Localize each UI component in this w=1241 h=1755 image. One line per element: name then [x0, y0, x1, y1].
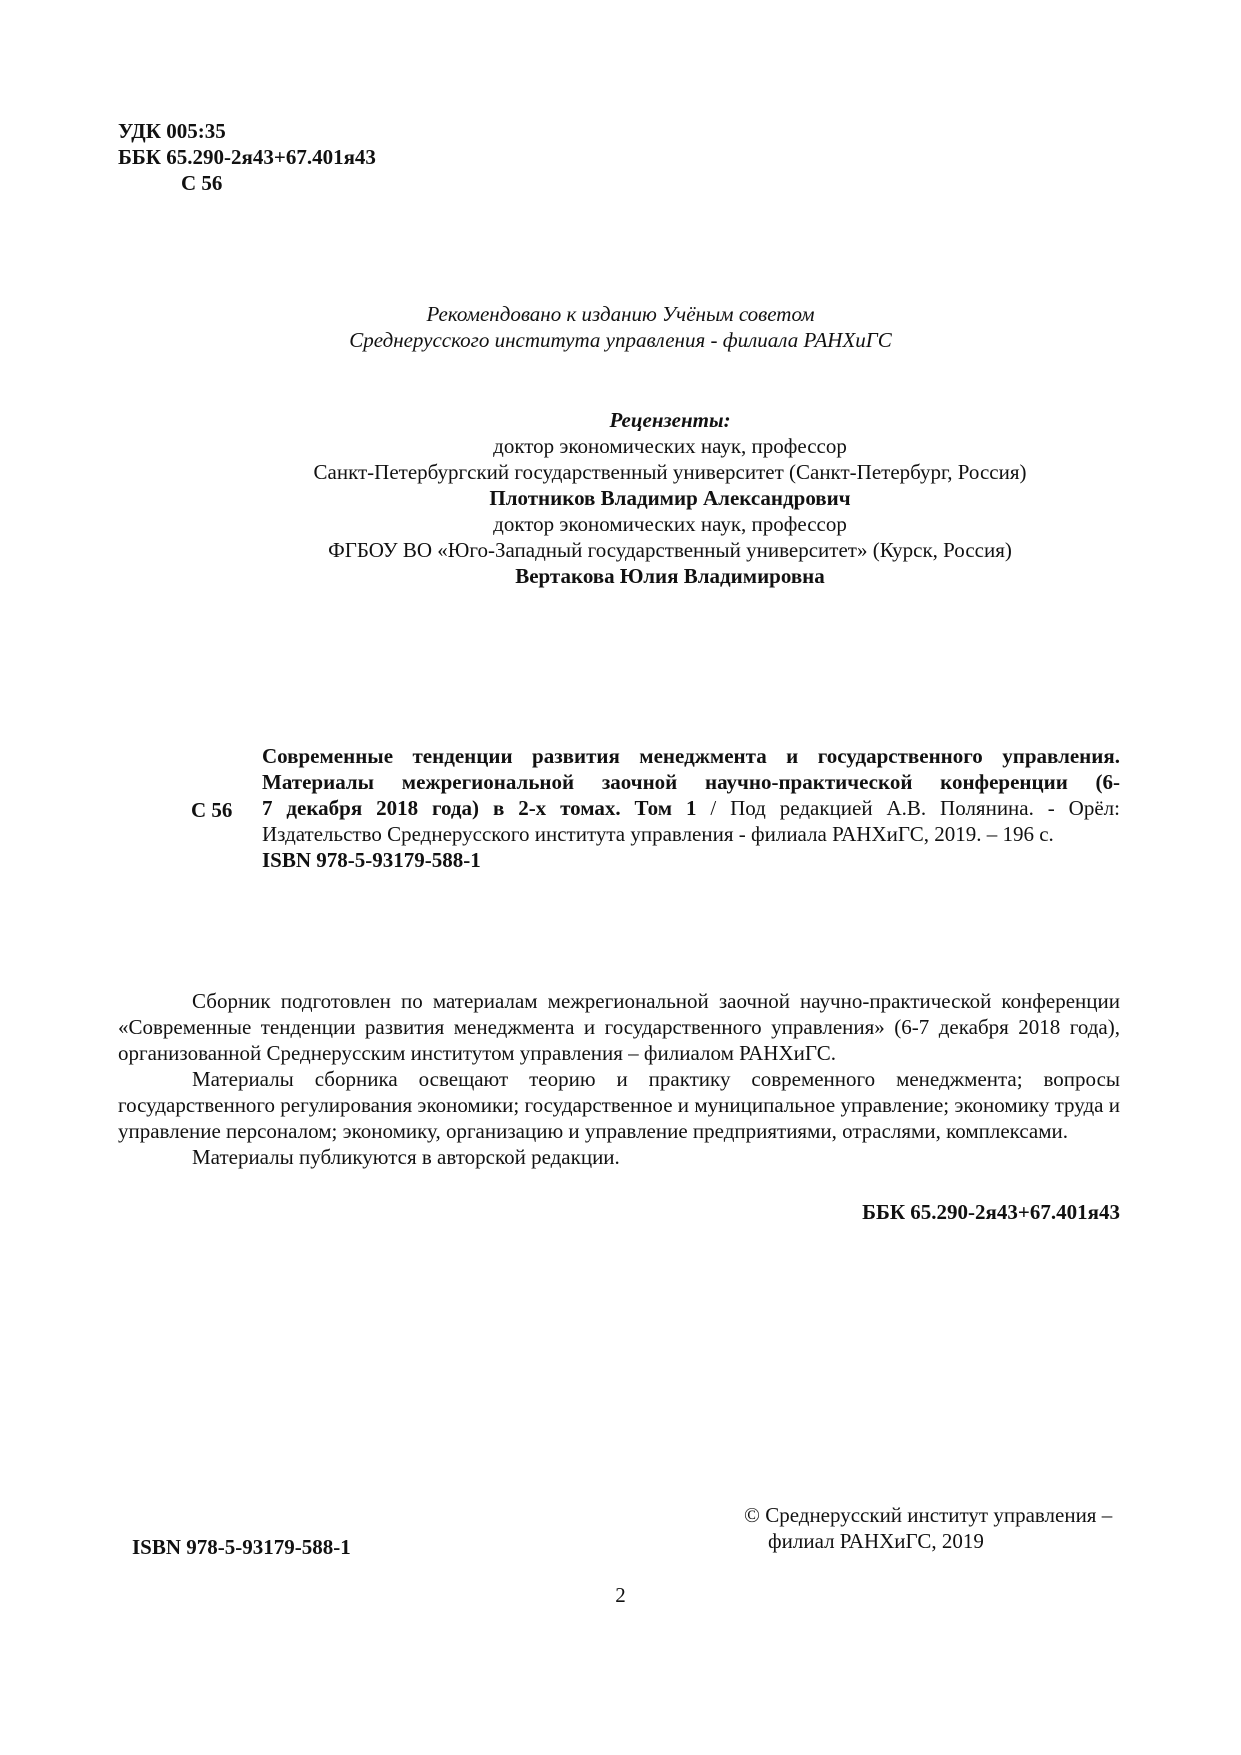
reviewer-1-organization: Санкт-Петербургский государственный университет (Санкт-Петербург, Россия) — [313, 460, 1027, 484]
footer-isbn: ISBN 978-5-93179-588-1 — [132, 1535, 351, 1559]
biblio-title-line-1: Современные тенденции развития менеджмента и государственного управления. — [262, 744, 1120, 768]
annotation-bbk-code: ББК 65.290-2я43+67.401я43 — [862, 1200, 1120, 1224]
copyright-line-2: филиал РАНХиГС, 2019 — [768, 1529, 984, 1553]
bibliographic-record — [262, 743, 1120, 873]
annotation-paragraph-1: Сборник подготовлен по материалам межрегиональной заочной научно-практической конференции «Современные тенденции развития менеджмента и государственного управления» (6-7 декабря 2018 года), организованной Среднерусским институтом управления – филиалом РАНХиГС. — [118, 989, 1120, 1065]
reviewer-2-name: Вертакова Юлия Владимировна — [515, 564, 825, 588]
reviewer-2-degree: доктор экономических наук, профессор — [493, 512, 847, 536]
biblio-publisher: Издательство Среднерусского института управления - филиала РАНХиГС, 2019. – 196 с. — [262, 822, 1054, 846]
classification-codes — [118, 118, 376, 196]
annotation-paragraph-3: Материалы публикуются в авторской редакции. — [192, 1145, 620, 1169]
publication-recommendation — [0, 301, 1241, 353]
reviewers-heading: Рецензенты: — [609, 408, 731, 432]
copyright-line-1: © Среднерусский институт управления – — [744, 1503, 1113, 1527]
bbk-code: ББК 65.290-2я43+67.401я43 — [118, 145, 376, 169]
annotation-paragraph-2: Материалы сборника освещают теорию и практику современного менеджмента; вопросы государственного регулирования экономики; государственное и муниципальное управление; экономику труда и управление персоналом; экономику, организацию и управление предприятиями, отраслями, комплексами. — [118, 1067, 1120, 1143]
reviewer-2-organization: ФГБОУ ВО «Юго-Западный государственный университет» (Курск, Россия) — [328, 538, 1012, 562]
annotation — [118, 988, 1120, 1170]
recommendation-line-1: Рекомендовано к изданию Учёным советом — [426, 302, 815, 326]
biblio-title-line-2: Материалы межрегиональной заочной научно-практической конференции (6- — [262, 770, 1120, 794]
biblio-volume: 7 декабря 2018 года) в 2-х томах. Том 1 — [262, 796, 697, 820]
copyright-notice — [744, 1502, 1112, 1554]
author-mark: С 56 — [181, 171, 223, 195]
reviewer-1-degree: доктор экономических наук, профессор — [493, 434, 847, 458]
page-number: 2 — [615, 1583, 626, 1607]
reviewer-1-name: Плотников Владимир Александрович — [489, 486, 851, 510]
biblio-title-line-3 — [262, 795, 1120, 821]
biblio-isbn: ISBN 978-5-93179-588-1 — [262, 848, 481, 872]
recommendation-line-2: Среднерусского института управления - филиала РАНХиГС — [349, 328, 892, 352]
biblio-editor: / Под редакцией А.В. Полянина. - Орёл: — [696, 796, 1120, 820]
reviewers-block — [200, 407, 1140, 589]
bibliographic-author-mark: С 56 — [191, 798, 233, 822]
udk-code: УДК 005:35 — [118, 119, 226, 143]
